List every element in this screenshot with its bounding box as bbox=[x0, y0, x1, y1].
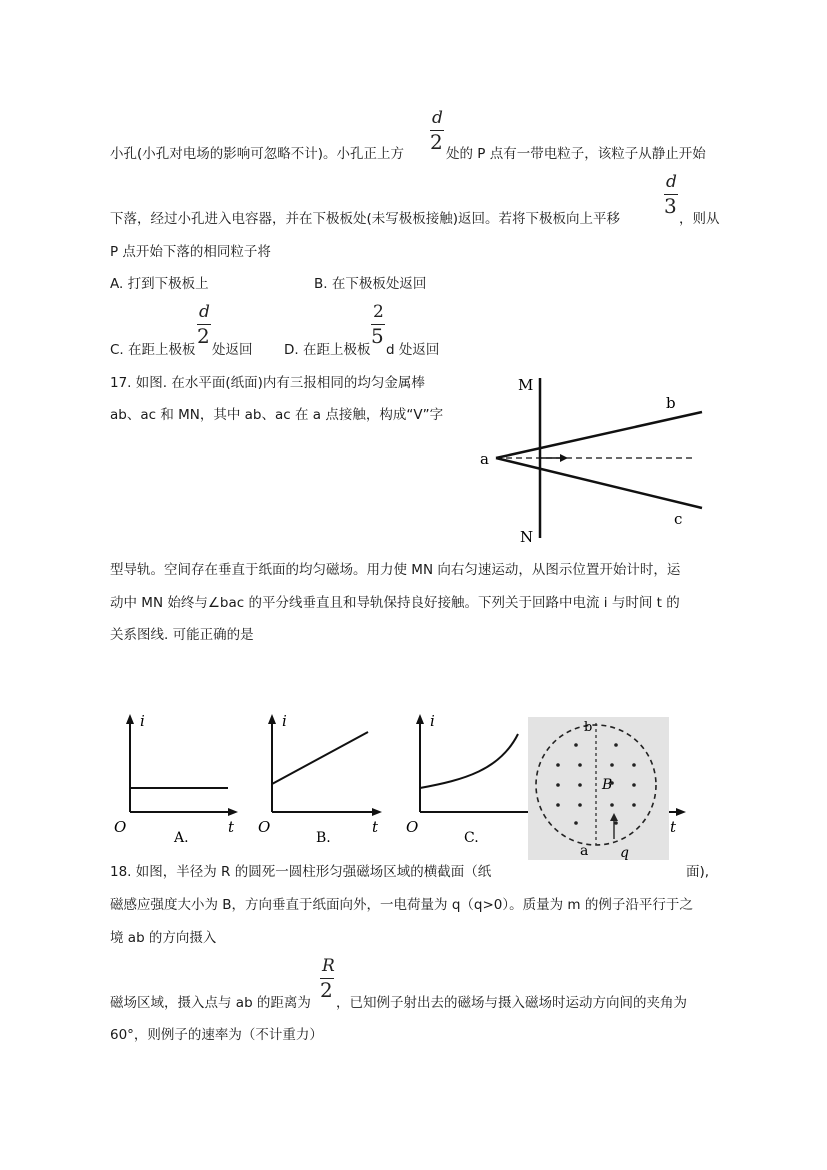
fraction-numerator: R bbox=[322, 956, 335, 976]
fraction-numerator: 2 bbox=[373, 302, 384, 322]
graph-b bbox=[256, 708, 396, 848]
q16-line-3: P 点开始下落的相同粒子将 bbox=[110, 244, 271, 260]
q16-option-c-pre: C. 在距上极板 bbox=[110, 342, 196, 358]
q16-option-a: A. 打到下极板上 bbox=[110, 276, 209, 292]
q18-line-5: 60°，则例子的速率为（不计重力） bbox=[110, 1027, 323, 1043]
graph-c bbox=[404, 708, 534, 848]
arrowhead-icon bbox=[676, 808, 686, 816]
q16-option-d-post: d 处返回 bbox=[386, 342, 440, 358]
magnetic-field-figure bbox=[528, 717, 669, 860]
q16-line-2b: ，则从 bbox=[679, 211, 720, 227]
label-B: B bbox=[602, 777, 613, 793]
rail-ac bbox=[496, 458, 702, 508]
graph-caption: C. bbox=[464, 830, 479, 846]
q16-option-d-pre: D. 在距上极板 bbox=[284, 342, 371, 358]
origin-label: O bbox=[406, 818, 419, 836]
q17-line-2: ab、ac 和 MN，其中 ab、ac 在 a 点接触，构成“V”字 bbox=[110, 407, 444, 423]
q18-line-3: 境 ab 的方向摄入 bbox=[110, 930, 217, 946]
label-c: c bbox=[674, 510, 683, 528]
graph-a bbox=[110, 708, 250, 848]
x-axis-label: t bbox=[228, 818, 235, 836]
arrowhead-icon bbox=[228, 808, 238, 816]
q18-line-1a: 18. 如图，半径为 R 的圆死一圆柱形匀强磁场区域的横截面（纸 bbox=[110, 864, 492, 880]
q17-line-4: 动中 MN 始终与∠bac 的平分线垂直且和导轨保持良好接触。下列关于回路中电流 i 与时间 t 的 bbox=[110, 595, 680, 611]
q18-line-1b: 面), bbox=[686, 864, 710, 880]
label-n: N bbox=[520, 528, 534, 546]
fraction-numerator: d bbox=[432, 108, 443, 128]
q18-line-2: 磁感应强度大小为 B，方向垂直于纸面向外，一电荷量为 q（q>0）。质量为 m 的例子沿平行于之 bbox=[110, 897, 693, 913]
q17-line-3: 型导轨。空间存在垂直于纸面的均匀磁场。用力使 MN 向右匀速运动，从图示位置开始计时，运 bbox=[110, 562, 681, 578]
label-q: q bbox=[620, 845, 629, 860]
v-rail-figure bbox=[470, 368, 710, 548]
q17-line-1: 17. 如图. 在水平面(纸面)内有三报相同的均匀金属棒 bbox=[110, 375, 425, 391]
fraction-denominator: 2 bbox=[197, 324, 210, 348]
arrowhead-icon bbox=[268, 714, 276, 724]
q16-line-2a: 下落，经过小孔进入电容器，并在下极板处(未写极板接触)返回。若将下极板向上平移 bbox=[110, 211, 621, 227]
x-axis-label: t bbox=[670, 818, 677, 836]
q16-line-1b: 处的 P 点有一带电粒子，该粒子从静止开始 bbox=[446, 146, 706, 162]
y-axis-label: i bbox=[430, 712, 435, 730]
rail-ab bbox=[496, 412, 702, 458]
graph-caption: A. bbox=[174, 830, 189, 846]
q16-option-c-post: 处返回 bbox=[212, 342, 253, 358]
y-axis-label: i bbox=[140, 712, 145, 730]
graph-caption: B. bbox=[316, 830, 331, 846]
q16-option-b: B. 在下极板处返回 bbox=[314, 276, 427, 292]
arrowhead-icon bbox=[560, 454, 568, 462]
q18-line-4a: 磁场区域，摄入点与 ab 的距离为 bbox=[110, 995, 311, 1011]
label-m: M bbox=[518, 376, 534, 394]
q18-line-4b: ，已知例子射出去的磁场与摄入磁场时运动方向间的夹角为 bbox=[336, 995, 687, 1011]
arrowhead-icon bbox=[610, 813, 618, 821]
fraction-denominator: 5 bbox=[371, 324, 384, 348]
fraction-numerator: d bbox=[666, 172, 677, 192]
arrowhead-icon bbox=[416, 714, 424, 724]
label-a: a bbox=[480, 450, 489, 468]
label-b: b bbox=[666, 394, 676, 412]
arrowhead-icon bbox=[372, 808, 382, 816]
y-axis-label: i bbox=[282, 712, 287, 730]
origin-label: O bbox=[258, 818, 271, 836]
fraction-denominator: 3 bbox=[664, 194, 677, 218]
x-axis-label: t bbox=[372, 818, 379, 836]
q17-line-5: 关系图线. 可能正确的是 bbox=[110, 627, 254, 643]
origin-label: O bbox=[114, 818, 127, 836]
label-a: a bbox=[580, 843, 589, 859]
curve-exponential bbox=[420, 734, 518, 788]
fraction-denominator: 2 bbox=[430, 130, 443, 154]
arrowhead-icon bbox=[126, 714, 134, 724]
label-b: b bbox=[584, 720, 593, 735]
curve-linear bbox=[272, 732, 368, 784]
fraction-denominator: 2 bbox=[320, 978, 333, 1002]
fraction-numerator: d bbox=[199, 302, 210, 322]
q16-line-1a: 小孔(小孔对电场的影响可忽略不计)。小孔正上方 bbox=[110, 146, 405, 162]
